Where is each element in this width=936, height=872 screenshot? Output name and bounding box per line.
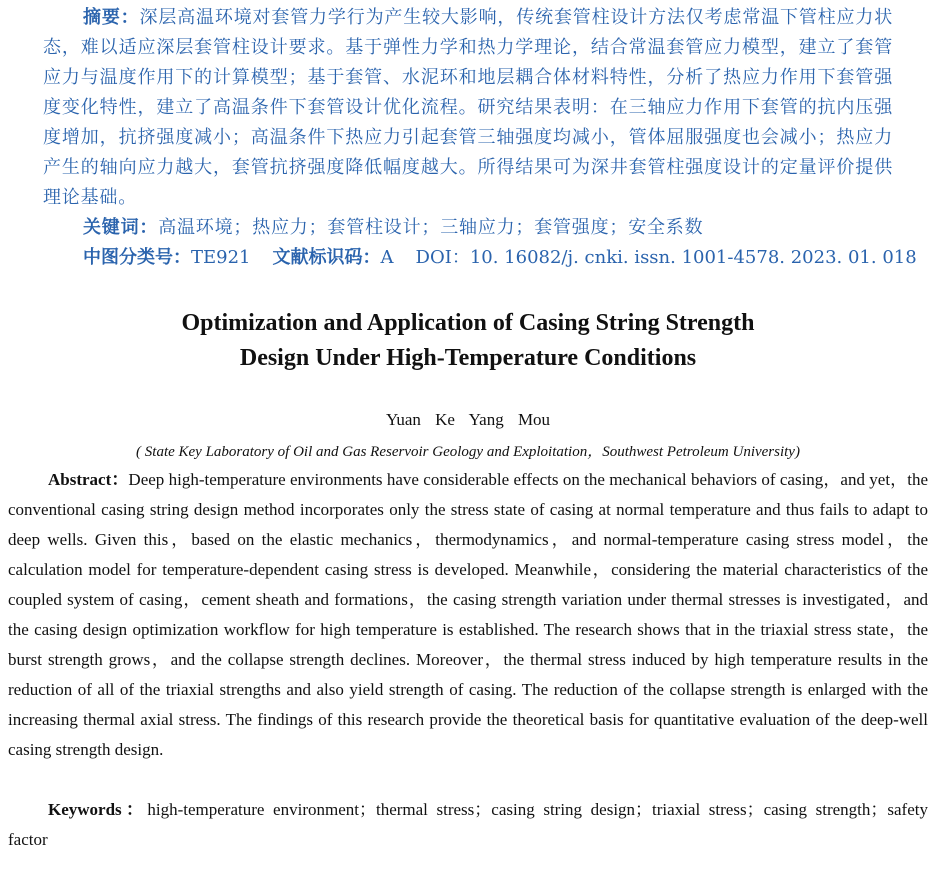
chinese-keywords-label: 关键词： xyxy=(83,217,159,238)
english-keywords xyxy=(8,795,928,855)
chinese-keywords-text: 高温环境；热应力；套管柱设计；三轴应力；套管强度；安全系数 xyxy=(158,217,704,238)
class-number-label: 中图分类号： xyxy=(83,247,191,268)
doc-code-value: A xyxy=(380,247,394,268)
doi-label: DOI： xyxy=(415,247,470,268)
english-title-line-1: Optimization and Application of Casing String Strength xyxy=(181,310,755,336)
affiliation: ( State Key Laboratory of Oil and Gas Reservoir Geology and Exploitation，Southwest Petroleum University) xyxy=(136,444,800,460)
authors: Yuan Ke Yang Mou xyxy=(385,410,551,429)
english-abstract-text: Deep high-temperature environments have considerable effects on the mechanical behaviors of casing，and yet，the conventional casing string design method incorporates only the stress state of casing at normal temperature and thus fails to adapt to deep wells. Given this，based on the elastic mechanics，thermodynamics，and normal-temperature casing stress model，the calculation model for temperature-dependent casing stress is developed. Meanwhile，considering the material characteristics of the coupled system of casing，cement sheath and formations，the casing strength variation under thermal stresses is investigated，and the casing design optimization workflow for high temperature is established. The research shows that in the triaxial stress state，the burst strength grows，and the collapse strength declines. Moreover，the thermal stress induced by high temperature results in the reduction of all of the triaxial strengths and also yield strength of casing. The reduction of the collapse strength is enlarged with the increasing thermal axial stress. The findings of this research provide the theoretical basis for quantitative evaluation of the deep-well casing strength design. xyxy=(8,470,928,759)
english-abstract xyxy=(8,465,928,765)
english-keywords-label: Keywords： xyxy=(48,800,148,819)
doi-value: 10. 16082/j. cnki. issn. 1001-4578. 2023. 01. 018 xyxy=(469,247,917,268)
english-keywords-text: high-temperature environment；thermal stress；casing string design；triaxial stress；casing strength；safety factor xyxy=(8,800,928,849)
chinese-keywords xyxy=(83,213,703,243)
english-title xyxy=(0,306,936,376)
doc-code-label: 文献标识码： xyxy=(272,247,381,268)
chinese-abstract xyxy=(43,3,893,213)
classification-line xyxy=(83,243,917,273)
chinese-abstract-label: 摘要： xyxy=(83,7,140,28)
english-abstract-label: Abstract： xyxy=(48,470,129,489)
class-number-value: TE921 xyxy=(191,247,251,268)
english-title-line-2: Design Under High-Temperature Conditions xyxy=(239,345,697,371)
chinese-abstract-text: 深层高温环境对套管力学行为产生较大影响，传统套管柱设计方法仅考虑常温下管柱应力状态，难以适应深层套管柱设计要求。基于弹性力学和热力学理论，结合常温套管应力模型，建立了套管应力与温度作用下的计算模型；基于套管、水泥环和地层耦合体材料特性，分析了热应力作用下套管强度变化特性，建立了高温条件下套管设计优化流程。研究结果表明：在三轴应力作用下套管的抗内压强度增加，抗挤强度减小；高温条件下热应力引起套管三轴强度均减小，管体屈服强度也会减小；热应力产生的轴向应力越大，套管抗挤强度降低幅度越大。所得结果可为深井套管柱强度设计的定量评价提供理论基础。 xyxy=(43,7,893,208)
